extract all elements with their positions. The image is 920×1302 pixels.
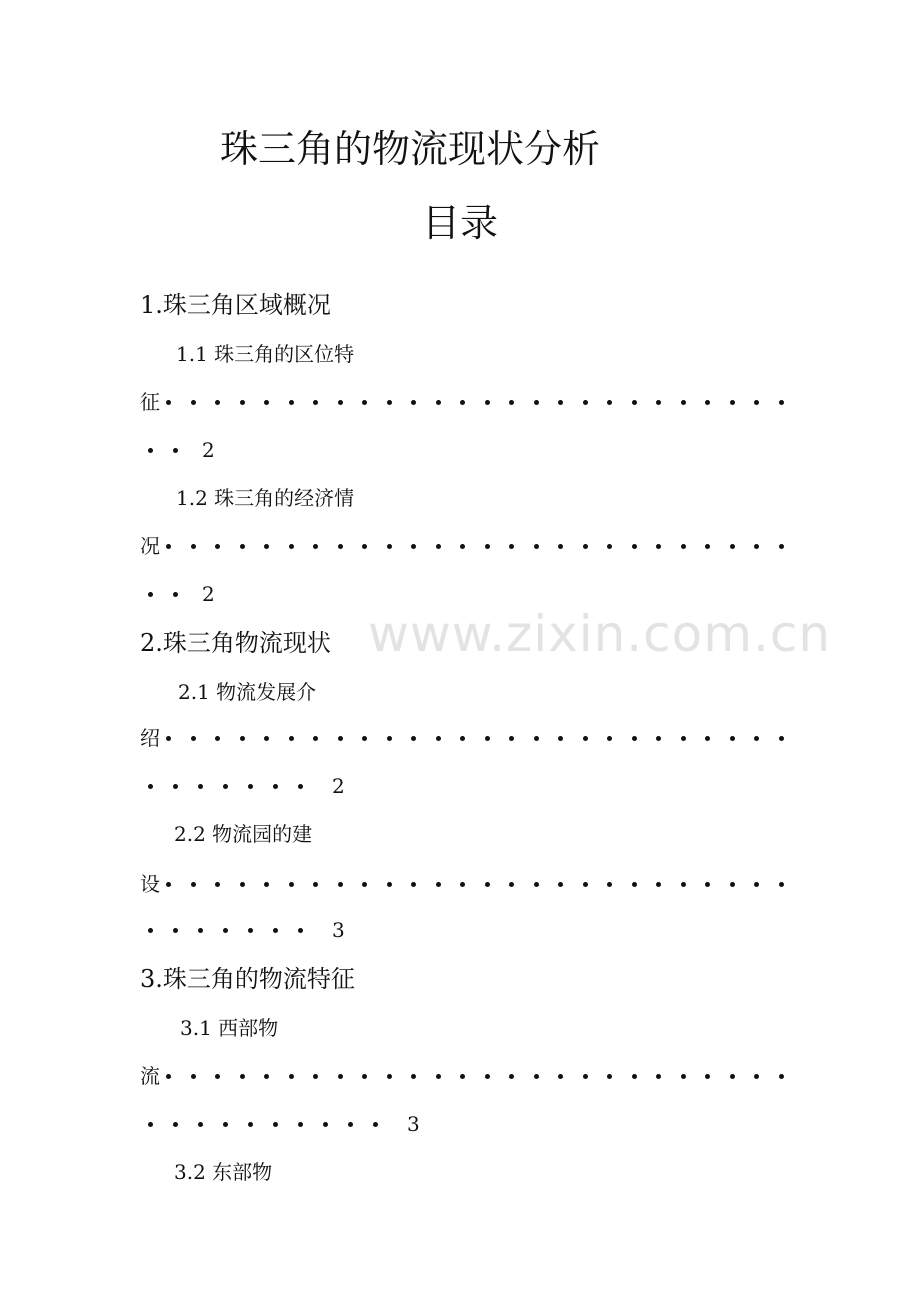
leader-dot — [362, 882, 367, 887]
leader-dot — [460, 882, 465, 887]
leader-dot — [264, 544, 269, 549]
leader-dot — [436, 736, 441, 741]
leader-dot — [779, 400, 784, 405]
toc-section-2[interactable]: 2.珠三角物流现状 — [140, 629, 331, 657]
leader-dot — [248, 1122, 253, 1127]
leader-dot — [779, 544, 784, 549]
leader-dot — [373, 1122, 378, 1127]
leader-dot — [223, 928, 228, 933]
leader-dot — [436, 400, 441, 405]
leader-dot — [411, 1074, 416, 1079]
leader-dot — [148, 928, 153, 933]
leader-dot — [198, 928, 203, 933]
leader-dot — [362, 544, 367, 549]
leader-dot — [191, 544, 196, 549]
leader-dot — [313, 1074, 318, 1079]
leader-dot — [264, 1074, 269, 1079]
leader-dot — [198, 1122, 203, 1127]
leader-dot — [338, 400, 343, 405]
leader-dots — [166, 882, 784, 887]
toc-entry-2-2-cont — [148, 916, 345, 944]
leader-dot — [485, 882, 490, 887]
leader-dot — [460, 736, 465, 741]
leader-dot — [313, 400, 318, 405]
leader-dot — [705, 1074, 710, 1079]
leader-dot — [362, 1074, 367, 1079]
leader-dot — [656, 882, 661, 887]
leader-dot — [583, 1074, 588, 1079]
leader-dot — [705, 400, 710, 405]
toc-entry-2-2-leader — [140, 870, 784, 898]
leader-dot — [191, 736, 196, 741]
toc-entry-2-1-tail: 绍 — [140, 726, 160, 750]
leader-dot — [362, 400, 367, 405]
leader-dot — [338, 1074, 343, 1079]
leader-dot — [534, 1074, 539, 1079]
leader-dot — [509, 544, 514, 549]
leader-dot — [289, 736, 294, 741]
leader-dot — [166, 736, 171, 741]
leader-dot — [779, 882, 784, 887]
leader-dot — [289, 1074, 294, 1079]
leader-dot — [460, 1074, 465, 1079]
leader-dot — [215, 400, 220, 405]
leader-dot — [730, 736, 735, 741]
leader-dot — [558, 736, 563, 741]
leader-dot — [411, 736, 416, 741]
leader-dot — [166, 400, 171, 405]
toc-entry-2-1-page[interactable]: 2 — [332, 774, 345, 798]
leader-dot — [191, 400, 196, 405]
leader-dot — [730, 400, 735, 405]
leader-dot — [387, 1074, 392, 1079]
leader-dot — [298, 784, 303, 789]
toc-entry-3-1-leader — [140, 1062, 784, 1090]
leader-dot — [313, 882, 318, 887]
leader-dot — [730, 882, 735, 887]
leader-dot — [509, 400, 514, 405]
leader-dot — [754, 1074, 759, 1079]
leader-dot — [779, 1074, 784, 1079]
leader-dots — [148, 784, 323, 789]
leader-dot — [656, 400, 661, 405]
leader-dot — [509, 736, 514, 741]
leader-dot — [754, 736, 759, 741]
toc-section-1[interactable]: 1.珠三角区域概况 — [140, 291, 331, 319]
leader-dot — [215, 882, 220, 887]
leader-dot — [273, 784, 278, 789]
toc-title: 目录 — [422, 201, 499, 245]
toc-entry-1-1-tail: 征 — [140, 390, 160, 414]
leader-dot — [387, 400, 392, 405]
leader-dot — [705, 544, 710, 549]
leader-dots — [148, 928, 323, 933]
leader-dot — [166, 1074, 171, 1079]
leader-dot — [730, 1074, 735, 1079]
leader-dot — [485, 400, 490, 405]
leader-dot — [509, 1074, 514, 1079]
leader-dot — [632, 882, 637, 887]
toc-entry-3-1-page[interactable]: 3 — [407, 1112, 420, 1136]
leader-dot — [191, 1074, 196, 1079]
toc-entry-3-1-tail: 流 — [140, 1064, 160, 1088]
toc-entry-1-1-label[interactable]: 1.1 珠三角的区位特 — [176, 342, 355, 366]
leader-dot — [166, 882, 171, 887]
toc-entry-1-2-page[interactable]: 2 — [202, 582, 215, 606]
leader-dot — [656, 544, 661, 549]
toc-entry-2-2-tail: 设 — [140, 872, 160, 896]
leader-dot — [387, 544, 392, 549]
toc-entry-1-2-label[interactable]: 1.2 珠三角的经济情 — [176, 486, 355, 510]
leader-dot — [730, 544, 735, 549]
leader-dot — [223, 784, 228, 789]
leader-dots — [148, 592, 198, 597]
leader-dot — [656, 1074, 661, 1079]
leader-dot — [632, 400, 637, 405]
leader-dot — [223, 1122, 228, 1127]
leader-dot — [148, 784, 153, 789]
leader-dot — [387, 882, 392, 887]
leader-dot — [411, 882, 416, 887]
leader-dot — [240, 544, 245, 549]
leader-dot — [485, 1074, 490, 1079]
leader-dot — [534, 400, 539, 405]
leader-dot — [705, 882, 710, 887]
toc-entry-2-2-page[interactable]: 3 — [332, 918, 345, 942]
toc-entry-1-1-cont — [148, 436, 215, 464]
leader-dot — [191, 882, 196, 887]
leader-dot — [436, 1074, 441, 1079]
leader-dot — [348, 1122, 353, 1127]
leader-dots — [166, 544, 784, 549]
leader-dot — [632, 736, 637, 741]
leader-dot — [313, 544, 318, 549]
leader-dots — [148, 448, 198, 453]
toc-entry-2-1-label[interactable]: 2.1 物流发展介 — [178, 680, 317, 704]
leader-dot — [607, 736, 612, 741]
leader-dot — [166, 544, 171, 549]
leader-dot — [240, 882, 245, 887]
leader-dot — [558, 1074, 563, 1079]
toc-entry-2-2-label[interactable]: 2.2 物流园的建 — [174, 822, 313, 846]
leader-dot — [264, 882, 269, 887]
leader-dot — [411, 544, 416, 549]
leader-dot — [583, 544, 588, 549]
leader-dot — [681, 882, 686, 887]
leader-dot — [173, 784, 178, 789]
leader-dot — [289, 882, 294, 887]
leader-dot — [558, 882, 563, 887]
leader-dot — [607, 400, 612, 405]
leader-dot — [298, 928, 303, 933]
watermark: www.zixin.com.cn — [368, 605, 832, 663]
leader-dot — [779, 736, 784, 741]
leader-dot — [607, 1074, 612, 1079]
leader-dot — [705, 736, 710, 741]
leader-dot — [558, 544, 563, 549]
leader-dot — [148, 592, 153, 597]
toc-entry-2-1-cont — [148, 772, 345, 800]
leader-dot — [173, 928, 178, 933]
leader-dot — [534, 544, 539, 549]
leader-dot — [264, 736, 269, 741]
leader-dot — [632, 544, 637, 549]
leader-dot — [338, 544, 343, 549]
leader-dot — [215, 1074, 220, 1079]
leader-dot — [534, 882, 539, 887]
toc-entry-1-2-tail: 况 — [140, 534, 160, 558]
toc-entry-1-1-leader — [140, 388, 784, 416]
leader-dot — [215, 544, 220, 549]
leader-dot — [632, 1074, 637, 1079]
leader-dot — [289, 544, 294, 549]
leader-dot — [248, 784, 253, 789]
leader-dot — [681, 1074, 686, 1079]
toc-entry-2-1-leader — [140, 724, 784, 752]
leader-dot — [681, 400, 686, 405]
leader-dot — [240, 736, 245, 741]
leader-dot — [681, 736, 686, 741]
leader-dot — [148, 448, 153, 453]
leader-dot — [240, 400, 245, 405]
leader-dot — [607, 544, 612, 549]
leader-dot — [313, 736, 318, 741]
leader-dot — [273, 928, 278, 933]
leader-dot — [558, 400, 563, 405]
leader-dot — [583, 400, 588, 405]
leader-dot — [681, 544, 686, 549]
leader-dots — [166, 400, 784, 405]
leader-dot — [509, 882, 514, 887]
toc-entry-3-1-cont — [148, 1110, 420, 1138]
toc-entry-3-1-label[interactable]: 3.1 西部物 — [180, 1016, 279, 1040]
leader-dot — [289, 400, 294, 405]
leader-dots — [166, 1074, 784, 1079]
leader-dot — [485, 544, 490, 549]
toc-entry-1-2-leader — [140, 532, 784, 560]
leader-dot — [656, 736, 661, 741]
leader-dot — [754, 882, 759, 887]
leader-dot — [436, 882, 441, 887]
leader-dot — [338, 736, 343, 741]
leader-dot — [460, 544, 465, 549]
leader-dot — [607, 882, 612, 887]
leader-dot — [485, 736, 490, 741]
leader-dot — [436, 544, 441, 549]
document-title: 珠三角的物流现状分析 — [220, 127, 601, 171]
leader-dot — [215, 736, 220, 741]
leader-dot — [460, 400, 465, 405]
leader-dots — [148, 1122, 398, 1127]
leader-dot — [323, 1122, 328, 1127]
leader-dot — [583, 882, 588, 887]
leader-dot — [173, 592, 178, 597]
leader-dot — [173, 448, 178, 453]
leader-dot — [240, 1074, 245, 1079]
leader-dot — [411, 400, 416, 405]
leader-dot — [338, 882, 343, 887]
leader-dot — [754, 400, 759, 405]
leader-dot — [387, 736, 392, 741]
toc-entry-3-2-label[interactable]: 3.2 东部物 — [174, 1160, 273, 1184]
leader-dot — [362, 736, 367, 741]
leader-dot — [264, 400, 269, 405]
leader-dot — [534, 736, 539, 741]
leader-dot — [148, 1122, 153, 1127]
toc-entry-1-2-cont — [148, 580, 215, 608]
leader-dot — [273, 1122, 278, 1127]
leader-dots — [166, 736, 784, 741]
toc-entry-1-1-page[interactable]: 2 — [202, 438, 215, 462]
leader-dot — [198, 784, 203, 789]
leader-dot — [298, 1122, 303, 1127]
leader-dot — [248, 928, 253, 933]
leader-dot — [583, 736, 588, 741]
leader-dot — [754, 544, 759, 549]
toc-section-3[interactable]: 3.珠三角的物流特征 — [140, 965, 355, 993]
leader-dot — [173, 1122, 178, 1127]
